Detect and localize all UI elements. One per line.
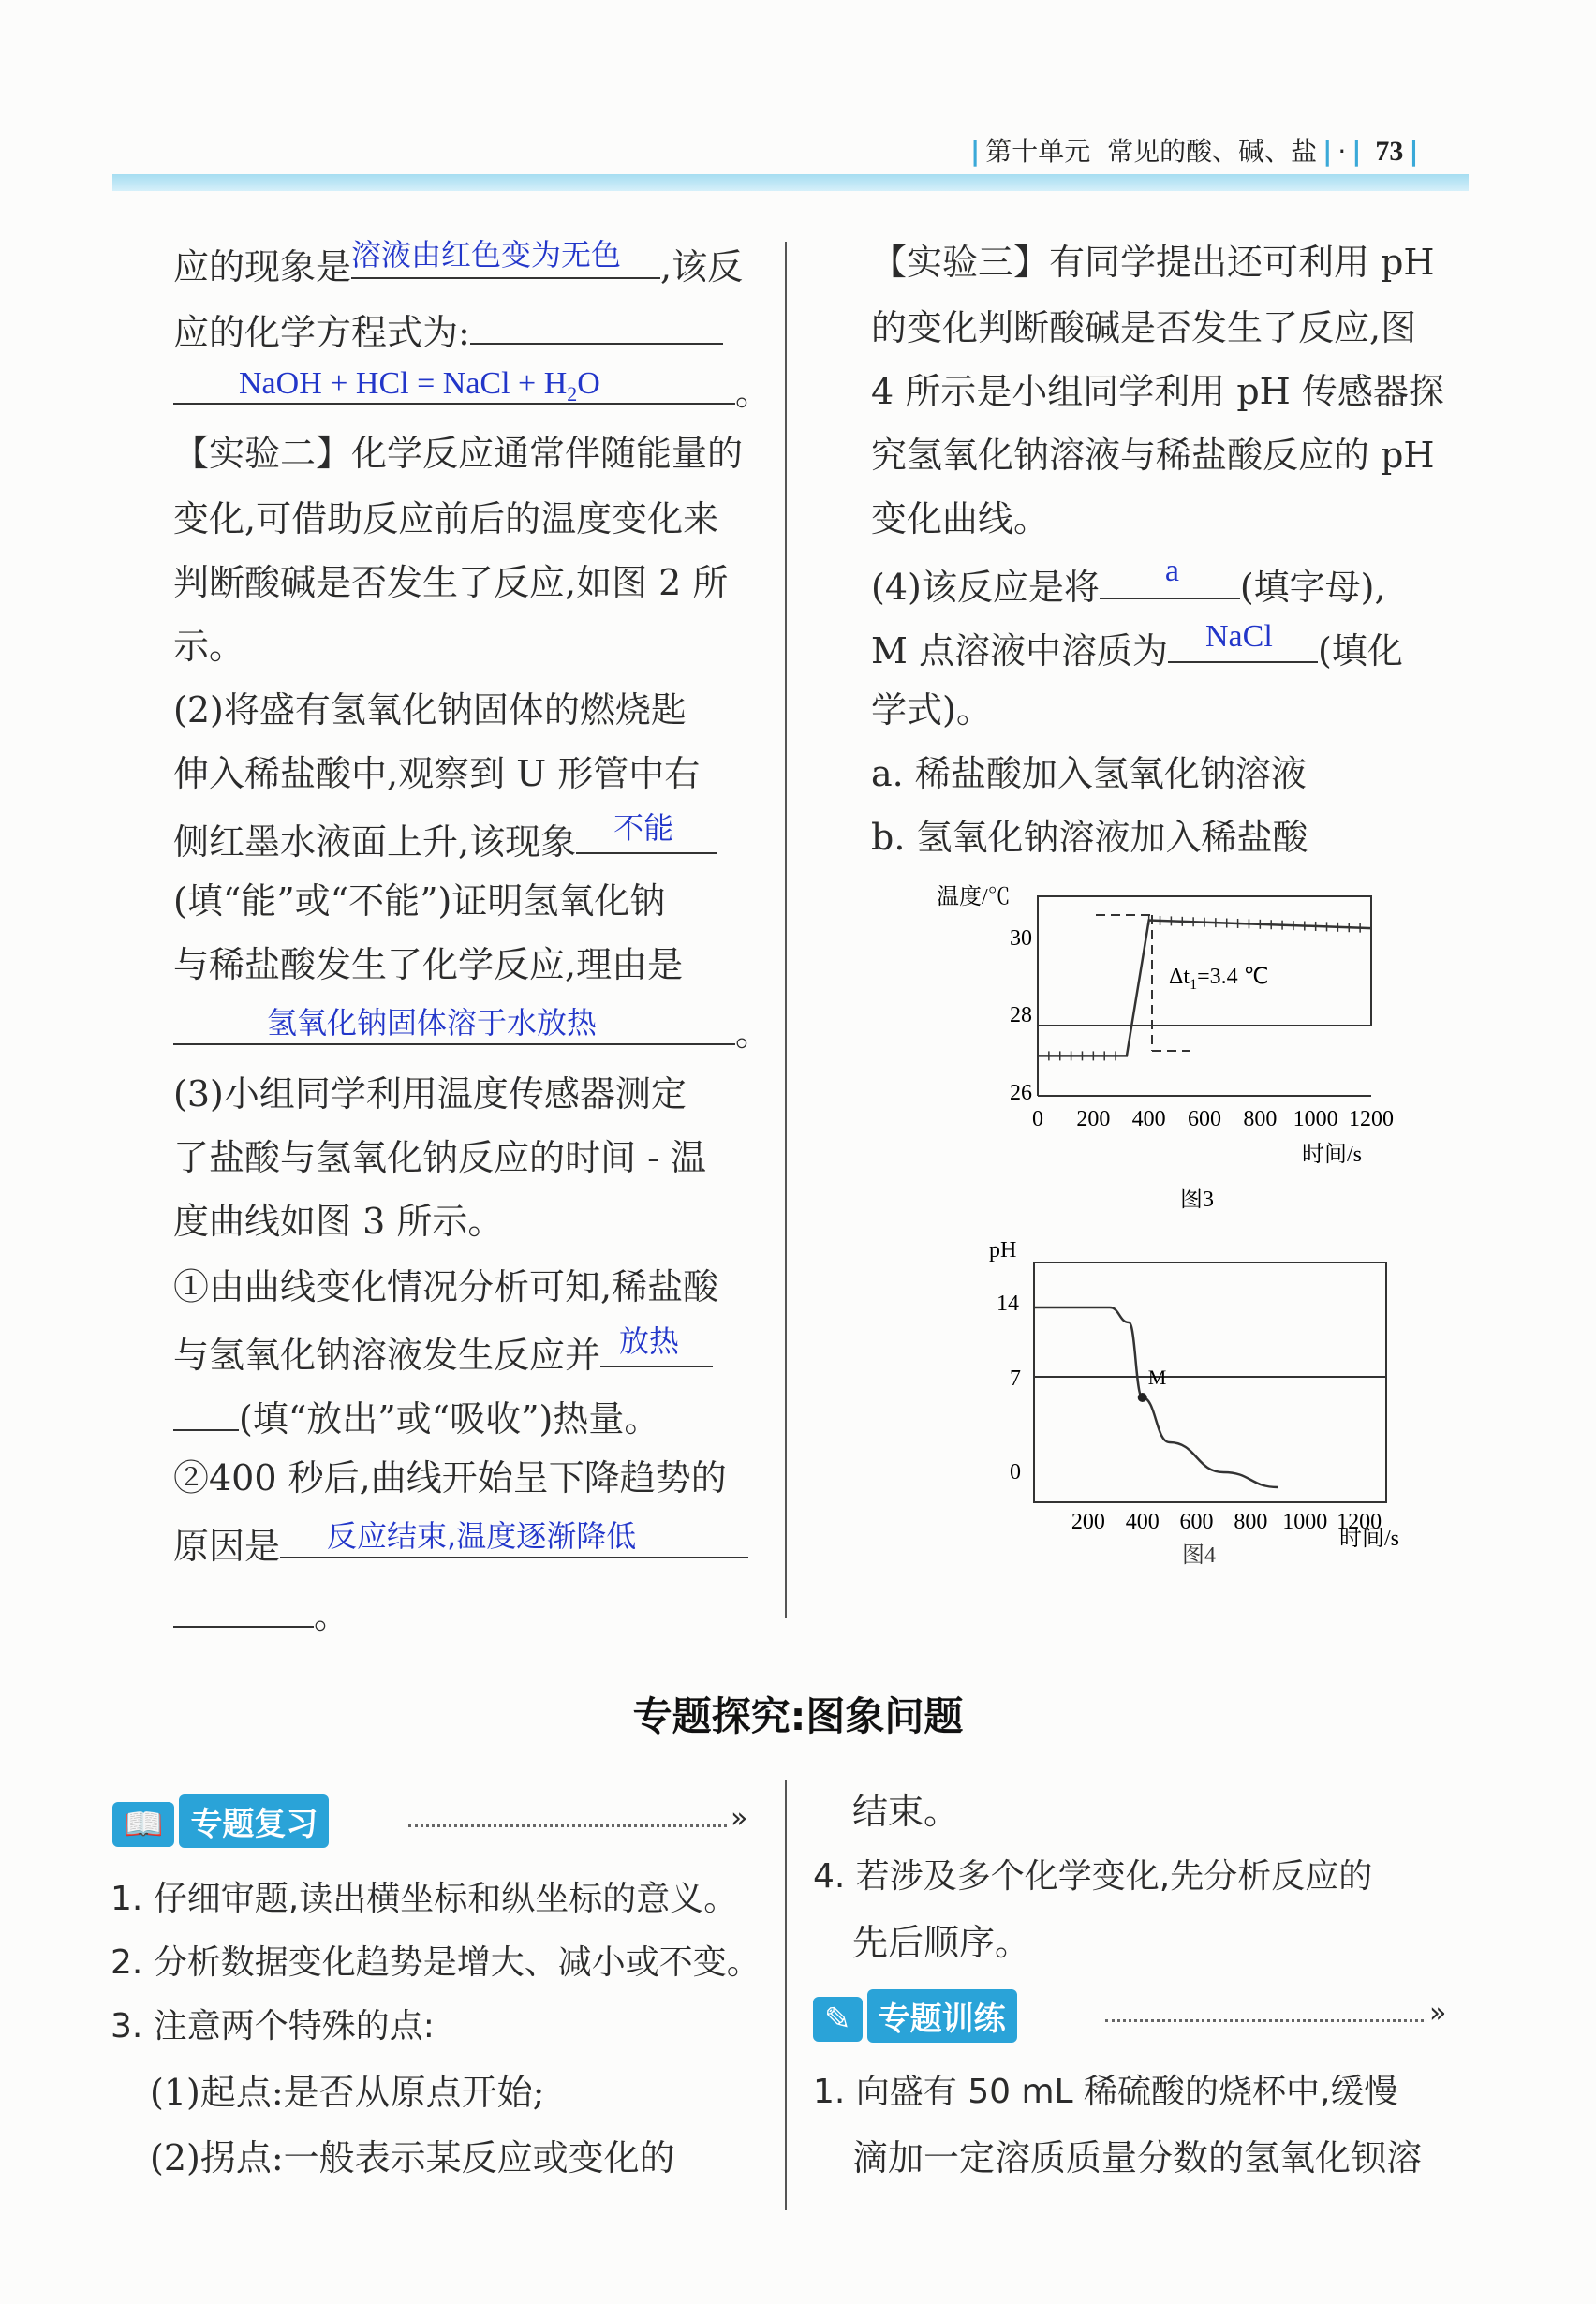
separator-dot: · (1337, 136, 1347, 167)
review-item-3: 3. 注意两个特殊的点: (111, 2007, 435, 2046)
review-item-4a: 4. 若涉及多个化学变化,先分析反应的 (813, 1857, 1373, 1896)
q2-line-5: 与稀盐酸发生了化学反应,理由是 (173, 944, 684, 985)
fig3-xtick-1200: 1200 (1349, 1107, 1394, 1131)
q3-line-1: (3)小组同学利用温度传感器测定 (173, 1073, 687, 1115)
fig4-ytick-14: 14 (997, 1292, 1019, 1316)
fig3-ytick-26: 26 (1010, 1081, 1032, 1105)
train-chevron-icon: » (1429, 1997, 1447, 2030)
fig4-xtick-1200: 1200 (1337, 1510, 1382, 1534)
q3-line-6: (填“放出”或“吸收”)热量。 (173, 1392, 659, 1441)
exp3-line-5: 变化曲线。 (871, 498, 1050, 539)
review-item-3c: 结束。 (852, 1791, 960, 1832)
page-header: | 第十单元 常见的酸、碱、盐 | · | 73 | (970, 136, 1419, 167)
exp2-line-3: 判断酸碱是否发生了反应,如图 2 所 (173, 562, 729, 603)
answer-phenomenon: 溶液由红色变为无色 (351, 237, 622, 273)
option-a: a. 稀盐酸加入氢氧化钠溶液 (871, 753, 1307, 794)
fig3-ytick-30: 30 (1010, 926, 1032, 951)
exp3-line-3: 4 所示是小组同学利用 pH 传感器探 (871, 371, 1444, 412)
fig4-ytick-7: 7 (1010, 1366, 1021, 1391)
left-line-1: 应的现象是 溶液由红色变为无色 ,该反 (173, 240, 743, 289)
review-item-1: 1. 仔细审题,读出横坐标和纵坐标的意义。 (111, 1880, 738, 1918)
train-badge: 专题训练 (867, 1989, 1017, 2043)
answer-direction: a (1164, 554, 1179, 588)
fig4-point-label: M (1147, 1366, 1167, 1389)
q3-line-5: 与氢氧化钠溶液发生反应并 放热 (173, 1328, 713, 1378)
q3-line-3: 度曲线如图 3 所示。 (173, 1201, 504, 1242)
fig3-xtick-600: 600 (1188, 1107, 1221, 1131)
answer-decline-reason: 反应结束,温度逐渐降低 (327, 1518, 637, 1554)
fig3-xtick-400: 400 (1131, 1107, 1166, 1131)
fig4-caption-text: 图4 (1182, 1543, 1216, 1568)
fig3-frame (1038, 896, 1371, 1026)
left-line-2: 应的化学方程式为: (173, 305, 723, 355)
review-badge: 专题复习 (179, 1794, 329, 1848)
train-item-1b: 滴加一定溶质质量分数的氢氧化钡溶 (852, 2137, 1423, 2178)
page-number: 73 (1375, 136, 1404, 167)
exp2-line-2: 变化,可借助反应前后的温度变化来 (173, 498, 719, 539)
exp3-line-2: 的变化判断酸碱是否发生了反应,图 (871, 307, 1417, 348)
q2-line-6: 氢氧化钠固体溶于水放热 。 (173, 1006, 771, 1056)
column-divider (785, 242, 787, 1618)
q2-line-4: (填“能”或“不能”)证明氢氧化钠 (173, 880, 666, 922)
review-chevron-icon: » (731, 1802, 748, 1835)
answer-equation: NaOH + HCl = NaCl + $H_2O$ (239, 366, 600, 406)
option-b: b. 氢氧化钠溶液加入稀盐酸 (871, 817, 1308, 858)
chapter-title: 常见的酸、碱、盐 (1107, 136, 1318, 167)
review-item-3a: (1)起点:是否从原点开始; (150, 2072, 545, 2113)
train-dotted-rule (1105, 2019, 1424, 2022)
exp3-line-4: 究氢氧化钠溶液与稀盐酸反应的 pH (871, 435, 1435, 476)
q2-line-1: (2)将盛有氢氧化钠固体的燃烧匙 (173, 689, 687, 731)
answer-reason: 氢氧化钠固体溶于水放热 (267, 1005, 598, 1041)
review-item-4b: 先后顺序。 (852, 1922, 1031, 1963)
fig4-point-m (1138, 1393, 1147, 1402)
q4-line-3: 学式)。 (871, 689, 992, 731)
fig4-ytick-0: 0 (1010, 1460, 1021, 1484)
exp2-line-4: 示。 (173, 626, 245, 667)
fig4-series-line (1034, 1307, 1278, 1487)
fig4-xtick-800: 800 (1234, 1510, 1268, 1534)
fig4-frame (1034, 1263, 1386, 1502)
book-icon: 📖 (112, 1802, 174, 1847)
fig3-xtick-200: 200 (1076, 1107, 1111, 1131)
q2-line-2: 伸入稀盐酸中,观察到 U 形管中右 (173, 753, 701, 794)
exp3-line-1: 【实验三】有同学提出还可利用 pH (871, 242, 1435, 283)
exp2-line-1: 【实验二】化学反应通常伴随能量的 (173, 433, 744, 474)
fig3-xtick-800: 800 (1243, 1107, 1278, 1131)
fig3-xtick-1000: 1000 (1293, 1107, 1338, 1131)
fig4-ylabel: pH (989, 1238, 1017, 1263)
review-badge-group (112, 1794, 329, 1848)
q3-line-8: 原因是 反应结束,温度逐渐降低 (173, 1519, 748, 1569)
fig4-xtick-200: 200 (1071, 1510, 1105, 1534)
review-item-3b: (2)拐点:一般表示某反应或变化的 (150, 2137, 675, 2178)
header-rule (112, 174, 1469, 191)
left-line-3: NaOH + HCl = NaCl + $H_2O$ 。 (173, 365, 771, 415)
fig3-xlabel: 时间/s (1302, 1143, 1363, 1167)
fig3-caption: 图3 (1180, 1188, 1214, 1212)
section-title: 专题探究:图象问题 (632, 1693, 964, 1739)
train-item-1a: 1. 向盛有 50 mL 稀硫酸的烧杯中,缓慢 (813, 2073, 1398, 2111)
review-dotted-rule (408, 1824, 727, 1827)
q4-line-1: (4)该反应是将 a (填字母), (871, 560, 1386, 610)
q3-line-7: ②400 秒后,曲线开始呈下降趋势的 (173, 1457, 727, 1499)
fig4-xlabel: 时间/s (1339, 1527, 1400, 1551)
q2-line-3: 侧红墨水液面上升,该现象 不能 (173, 815, 717, 864)
review-item-2: 2. 分析数据变化趋势是增大、减小或不变。 (111, 1943, 761, 1982)
q3-line-2: 了盐酸与氢氧化钠反应的时间 - 温 (173, 1137, 706, 1178)
q4-line-2: M 点溶液中溶质为 NaCl (填化 (871, 624, 1403, 673)
answer-heat: 放热 (619, 1323, 680, 1359)
q3-line-9: 。 (173, 1588, 349, 1638)
train-badge-group (813, 1989, 1017, 2043)
fig4-xtick-400: 400 (1125, 1510, 1160, 1534)
pencil-icon: ✎ (813, 1997, 863, 2042)
lower-column-divider (785, 1780, 787, 2210)
fig4-xtick-1000: 1000 (1282, 1510, 1328, 1534)
fig3-ytick-28: 28 (1010, 1003, 1032, 1027)
fig3-ylabel: 温度/℃ (937, 885, 1011, 909)
figure-3-chart (927, 871, 1414, 1227)
answer-solute: NaCl (1205, 619, 1273, 654)
fig4-xtick-600: 600 (1179, 1510, 1214, 1534)
figure-4-chart (974, 1227, 1424, 1564)
unit-label: 第十单元 (985, 136, 1091, 167)
q3-line-4: ①由曲线变化情况分析可知,稀盐酸 (173, 1266, 719, 1307)
answer-can-or-not: 不能 (613, 810, 674, 846)
fig3-xtick-0: 0 (1032, 1107, 1043, 1131)
fig3-annotation: $\Delta t_1=3.4$ ℃ (1169, 965, 1269, 993)
